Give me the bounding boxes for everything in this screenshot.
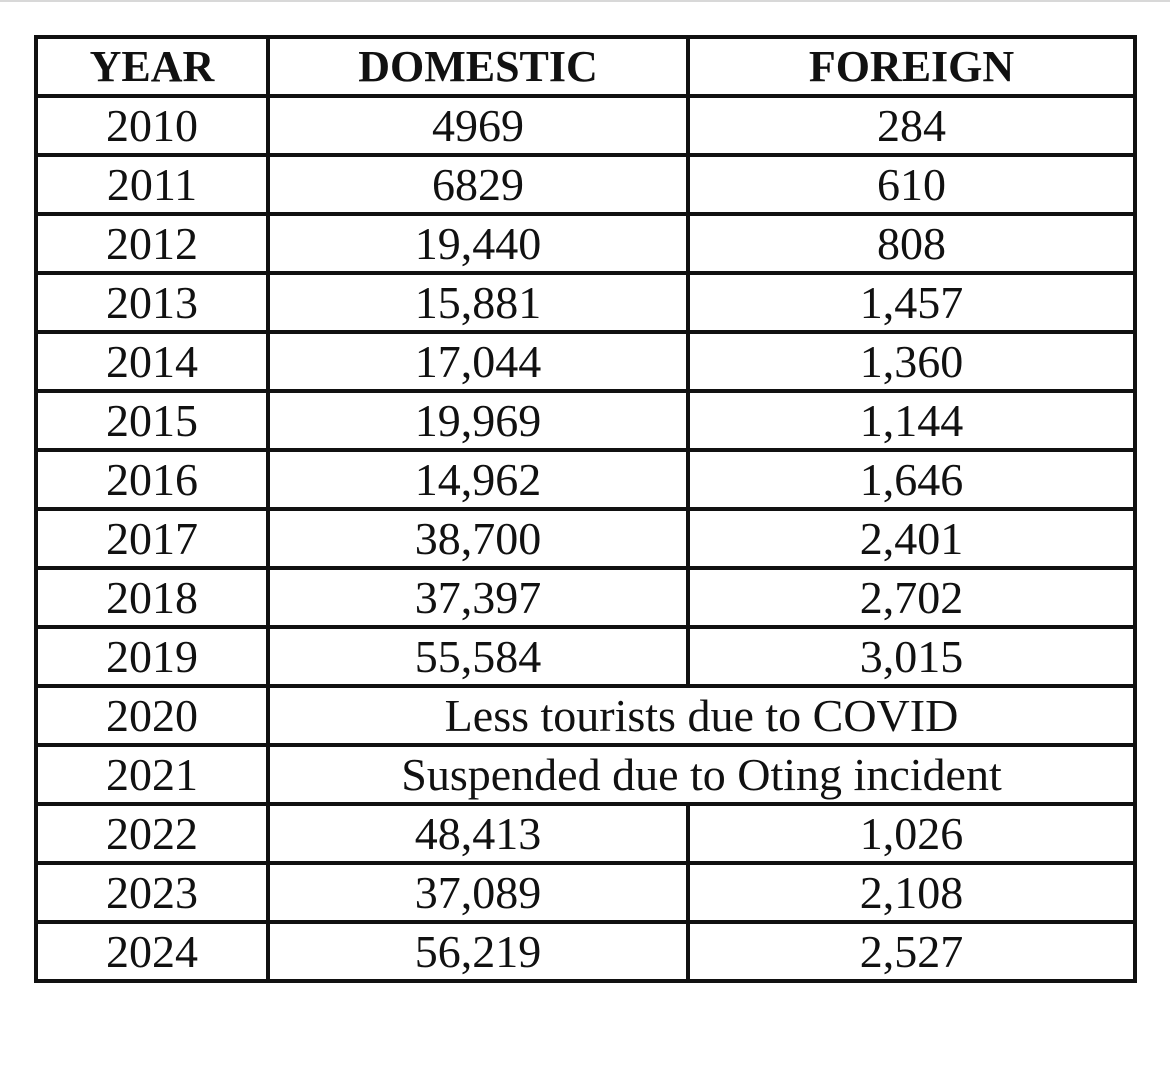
table-row [36, 332, 1135, 391]
foreign-cell: 1,360 [688, 332, 1135, 391]
foreign-cell: 610 [688, 155, 1135, 214]
domestic-cell: 19,969 [268, 391, 688, 450]
year-cell: 2018 [36, 568, 268, 627]
year-cell: 2013 [36, 273, 268, 332]
year-cell: 2010 [36, 96, 268, 155]
table-row [36, 627, 1135, 686]
table-row [36, 96, 1135, 155]
year-cell: 2019 [36, 627, 268, 686]
foreign-cell: 2,401 [688, 509, 1135, 568]
note-cell: Suspended due to Oting incident [268, 745, 1135, 804]
tourist-arrivals-table [34, 35, 1137, 983]
domestic-cell: 37,089 [268, 863, 688, 922]
header-year: YEAR [36, 37, 268, 96]
foreign-cell: 1,457 [688, 273, 1135, 332]
foreign-cell: 808 [688, 214, 1135, 273]
year-cell: 2020 [36, 686, 268, 745]
table-row [36, 391, 1135, 450]
top-divider [0, 0, 1170, 2]
foreign-cell: 2,702 [688, 568, 1135, 627]
domestic-cell: 17,044 [268, 332, 688, 391]
header-row [36, 37, 1135, 96]
header-foreign: FOREIGN [688, 37, 1135, 96]
year-cell: 2022 [36, 804, 268, 863]
year-cell: 2024 [36, 922, 268, 981]
table-row [36, 450, 1135, 509]
foreign-cell: 1,646 [688, 450, 1135, 509]
foreign-cell: 3,015 [688, 627, 1135, 686]
table-row [36, 273, 1135, 332]
foreign-cell: 2,527 [688, 922, 1135, 981]
table-row [36, 568, 1135, 627]
table-row [36, 214, 1135, 273]
domestic-cell: 55,584 [268, 627, 688, 686]
domestic-cell: 6829 [268, 155, 688, 214]
table-row [36, 863, 1135, 922]
table-row [36, 509, 1135, 568]
year-cell: 2012 [36, 214, 268, 273]
foreign-cell: 284 [688, 96, 1135, 155]
foreign-cell: 2,108 [688, 863, 1135, 922]
domestic-cell: 48,413 [268, 804, 688, 863]
foreign-cell: 1,144 [688, 391, 1135, 450]
year-cell: 2015 [36, 391, 268, 450]
year-cell: 2021 [36, 745, 268, 804]
domestic-cell: 38,700 [268, 509, 688, 568]
domestic-cell: 14,962 [268, 450, 688, 509]
note-cell: Less tourists due to COVID [268, 686, 1135, 745]
year-cell: 2016 [36, 450, 268, 509]
table-row-note [36, 686, 1135, 745]
year-cell: 2017 [36, 509, 268, 568]
year-cell: 2011 [36, 155, 268, 214]
table-row [36, 804, 1135, 863]
domestic-cell: 37,397 [268, 568, 688, 627]
year-cell: 2014 [36, 332, 268, 391]
domestic-cell: 15,881 [268, 273, 688, 332]
header-domestic: DOMESTIC [268, 37, 688, 96]
year-cell: 2023 [36, 863, 268, 922]
foreign-cell: 1,026 [688, 804, 1135, 863]
domestic-cell: 19,440 [268, 214, 688, 273]
table-row [36, 922, 1135, 981]
table-row [36, 155, 1135, 214]
domestic-cell: 56,219 [268, 922, 688, 981]
domestic-cell: 4969 [268, 96, 688, 155]
table-row-note [36, 745, 1135, 804]
